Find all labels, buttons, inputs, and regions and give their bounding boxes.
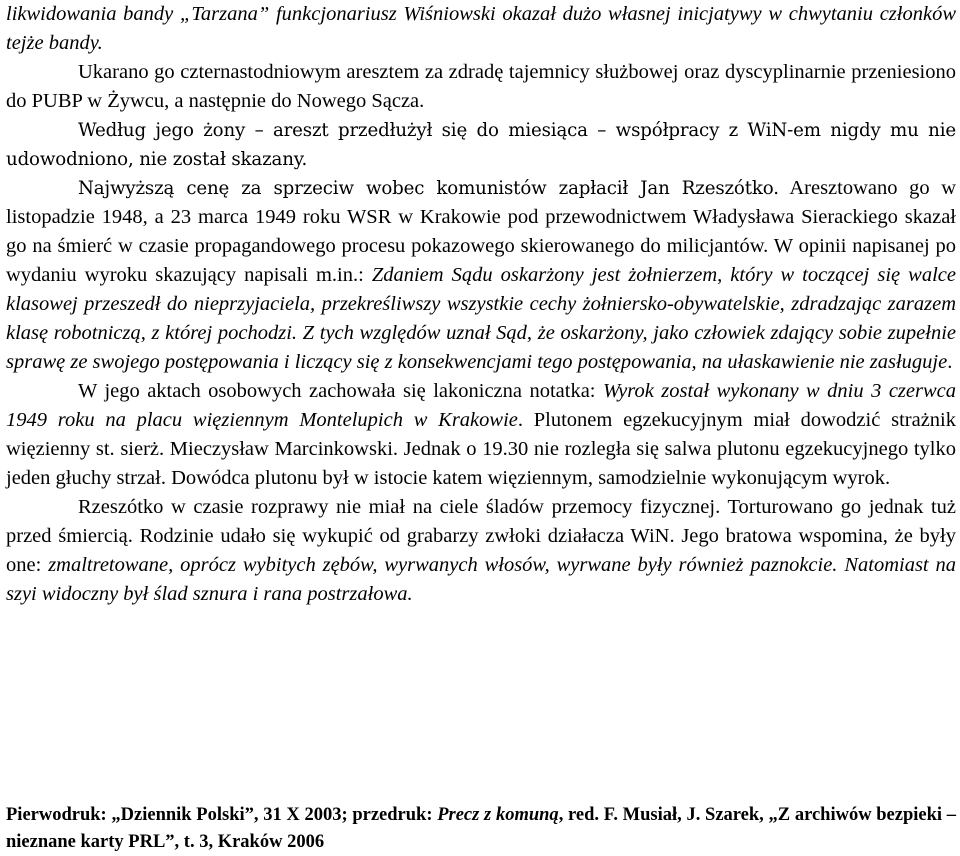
paragraph-3 bbox=[6, 174, 956, 377]
article-body bbox=[6, 0, 956, 609]
paragraph-4-body: . Plutonem egzekucyjnym miał dowodzić strażnik więzienny st. sierż. Mieczysław Marcinkowski. Jednak o 19.30 nie rozległa się salwa plutonu egzekucyjnego tylko jeden głuchy strzał. Dowódca plutonu był w istocie katem więziennym, samodzielnie wykonującym wyrok. bbox=[6, 409, 956, 489]
paragraph-5-lead: Rzeszótko w czasie rozprawy nie miał na ciele śladów przemocy fizycznej. Torturowano go jednak tuż przed śmiercią. Rodzinie udało się wykupić od grabarzy zwłoki działacza WiN. Jego bratowa wspomina, że były one: bbox=[6, 496, 956, 576]
paragraph-2-text: Według jego żony – areszt przedłużył się do miesiąca – współpracy z WiN-em nigdy mu nie udowodniono, nie został skazany. bbox=[6, 120, 956, 170]
footnote-part-1: Pierwodruk: „Dziennik Polski”, 31 X 2003; przedruk: bbox=[6, 805, 438, 825]
source-footnote bbox=[6, 802, 956, 856]
paragraph-3-lead: Najwyższą cenę za sprzeciw wobec komunistów zapłacił Jan Rzeszótko. bbox=[78, 178, 779, 199]
paragraph-4-lead: W jego aktach osobowych zachowała się lakoniczna notatka: bbox=[78, 380, 603, 402]
paragraph-0-text: likwidowania bandy „Tarzana” funkcjonariusz Wiśniowski okazał dużo własnej inicjatywy w chwytaniu członków tejże bandy. bbox=[6, 3, 956, 54]
paragraph-0 bbox=[6, 0, 956, 58]
footnote-book-title: Precz z komuną bbox=[437, 805, 559, 825]
footnote-part-2: , red. F. Musiał, J. Szarek, „Z archiwów bezpieki – nieznane karty PRL”, t. 3, Kraków 2006 bbox=[6, 805, 956, 852]
court-quote: Zdaniem Sądu oskarżony jest żołnierzem, który w toczącej się walce klasowej przeszedł do nieprzyjaciela, przekreśliwszy wszystkie cechy żołniersko-obywatelskie, zdradzając zarazem klasę robotniczą, z której pochodzi. Z tych względów uznał Sąd, że oskarżony, jako człowiek zdający sobie zupełnie sprawę ze swojego postępowania i liczący się z konsekwencjami tego postępowania, na ułaskawienie nie zasługuje bbox=[6, 264, 956, 373]
paragraph-3-end: . bbox=[947, 351, 953, 373]
paragraph-1 bbox=[6, 58, 956, 116]
sister-in-law-quote: zmaltretowane, oprócz wybitych zębów, wyrwanych włosów, wyrwane były również paznokcie. Natomiast na szyi widoczny był ślad sznura i rana postrzałowa. bbox=[6, 554, 956, 605]
paragraph-2 bbox=[6, 116, 956, 174]
paragraph-1-text: Ukarano go czternastodniowym aresztem za zdradę tajemnicy służbowej oraz dyscyplinarnie przeniesiono do PUBP w Żywcu, a następnie do Nowego Sącza. bbox=[6, 61, 956, 112]
paragraph-4 bbox=[6, 377, 956, 493]
paragraph-3-body: Aresztowano go w listopadzie 1948, a 23 marca 1949 roku WSR w Krakowie pod przewodnictwem Władysława Sierackiego skazał go na śmierć w czasie propagandowego procesu pokazowego skierowanego do milicjantów. W opinii napisanej po wydaniu wyroku skazujący napisali m.in.: bbox=[6, 177, 956, 286]
execution-note-quote: Wyrok został wykonany w dniu 3 czerwca 1949 roku na placu więziennym Montelupich w Krakowie bbox=[6, 380, 956, 431]
paragraph-5 bbox=[6, 493, 956, 609]
